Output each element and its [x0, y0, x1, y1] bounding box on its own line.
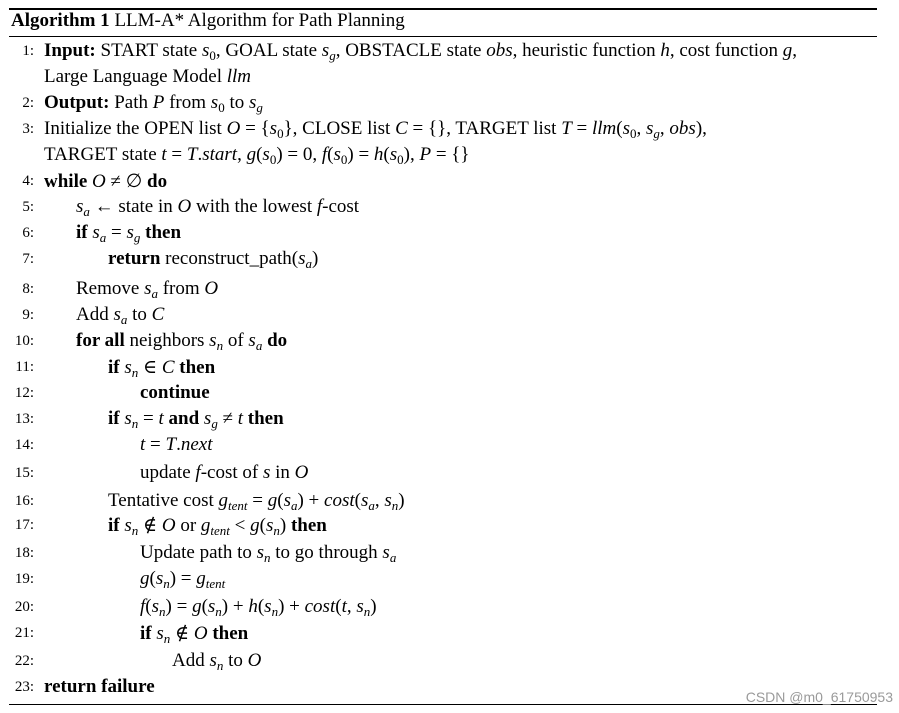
line-code: $g(s_n) = g_{tent}$	[140, 568, 226, 591]
line-number: 7:	[22, 251, 34, 267]
algorithm-line	[0, 304, 899, 330]
algorithm-line	[0, 40, 899, 66]
algorithm-line	[0, 248, 899, 274]
line-code: if $s_n$ ∉ O then	[140, 623, 249, 646]
algorithm-line	[0, 462, 899, 488]
algorithm-line	[0, 434, 899, 460]
watermark: CSDN @m0_61750953	[745, 689, 893, 705]
line-code: t = T.next	[140, 434, 213, 455]
line-number: 3:	[22, 121, 34, 137]
line-code: Large Language Model llm	[44, 66, 251, 87]
line-code: if $s_n$ ∈ C then	[108, 357, 216, 380]
algorithm-label: Algorithm 1	[11, 10, 110, 31]
line-code: while O ≠ ∅ do	[44, 171, 168, 192]
line-number: 22:	[14, 653, 34, 669]
line-code: if $s_n = t$ and $s_g \ne t$ then	[108, 408, 284, 431]
algorithm-line	[0, 356, 899, 382]
line-code: continue	[140, 382, 210, 403]
line-code: $f(s_n) = g(s_n) + h(s_n) + \cos t(t$, $s_n$)	[140, 596, 377, 619]
line-number: 15:	[14, 465, 34, 481]
line-number: 19:	[14, 571, 34, 587]
algorithm-line	[0, 596, 899, 622]
line-number: 10:	[14, 333, 34, 349]
algorithm-title	[11, 10, 405, 32]
line-number: 8:	[22, 281, 34, 297]
algorithm-line	[0, 170, 899, 196]
line-number: 9:	[22, 307, 34, 323]
algorithm-line	[0, 542, 899, 568]
line-number: 14:	[14, 437, 34, 453]
line-number: 23:	[14, 679, 34, 695]
line-code: Add $s_a$ to C	[76, 304, 165, 327]
line-code: if $s_a = s_g$ then	[76, 222, 182, 245]
line-number: 6:	[22, 225, 34, 241]
algorithm-line	[0, 196, 899, 222]
line-code: Add $s_n$ to O	[172, 650, 262, 673]
line-code: TARGET state t = T.start, $g(s_0) = 0$, $f(s_0) = h(s_0)$, P = {}	[44, 144, 470, 167]
algorithm-line	[0, 66, 899, 92]
line-number: 17:	[14, 517, 34, 533]
line-number: 13:	[14, 411, 34, 427]
line-code: Update path to $s_n$ to go through $s_a$	[140, 542, 397, 565]
line-number: 4:	[22, 173, 34, 189]
algorithm-line	[0, 568, 899, 594]
algorithm-line	[0, 382, 899, 408]
line-code: return $reconstruct\_path(s_a)$	[108, 248, 319, 271]
algorithm-line	[0, 514, 899, 540]
line-number: 21:	[14, 625, 34, 641]
algorithm-line	[0, 330, 899, 356]
line-code: $s_a$ ← state in O with the lowest f-cost	[76, 196, 360, 219]
line-code: for all neighbors $s_n$ of $s_a$ do	[76, 330, 288, 353]
line-code: Initialize the OPEN list $O = \{s_0\}$, CLOSE list C = {}, TARGET list $T = llm(s_0$, $s_g$, obs),	[44, 118, 707, 141]
algorithm-line	[0, 408, 899, 434]
algorithm-name: LLM-A* Algorithm for Path Planning	[114, 10, 405, 31]
algorithm-line	[0, 622, 899, 648]
title-rule	[9, 36, 877, 37]
line-number: 16:	[14, 493, 34, 509]
line-code: Output: Path P from $s_0$ to $s_g$	[44, 92, 263, 115]
algorithm-line	[0, 490, 899, 516]
line-code: Tentative cost $g_{tent} = g(s_a) + \cos t(s_a$, $s_n$)	[108, 490, 405, 513]
line-code: Input: START state $s_0$, GOAL state $s_g$, OBSTACLE state obs, heuristic function h, cost function g,	[44, 40, 798, 63]
line-code: return failure	[44, 676, 155, 697]
algorithm-line	[0, 278, 899, 304]
line-code: if $s_n$ ∉ O or $g_{tent} < g(s_n)$ then	[108, 515, 327, 538]
algorithm-line	[0, 650, 899, 676]
algorithm-line	[0, 222, 899, 248]
line-number: 20:	[14, 599, 34, 615]
line-number: 11:	[15, 359, 34, 375]
line-number: 18:	[14, 545, 34, 561]
line-number: 1:	[22, 43, 34, 59]
algorithm-line	[0, 118, 899, 144]
line-number: 12:	[14, 385, 34, 401]
line-code: Remove $s_a$ from O	[76, 278, 219, 301]
algorithm-line	[0, 92, 899, 118]
line-number: 2:	[22, 95, 34, 111]
line-code: update f-cost of s in O	[140, 462, 309, 483]
line-number: 5:	[22, 199, 34, 215]
algorithm-line	[0, 144, 899, 170]
